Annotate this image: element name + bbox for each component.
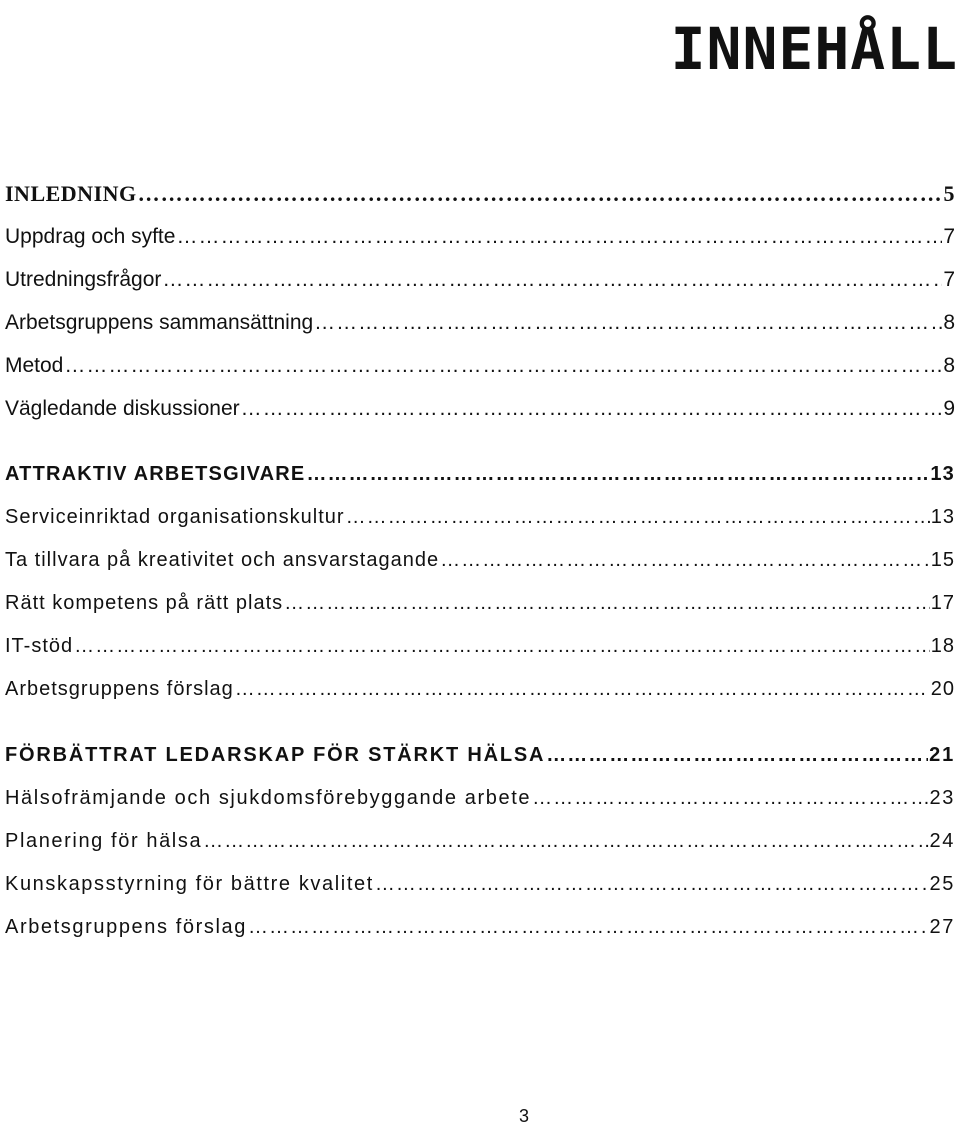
dot-leader: [138, 172, 943, 215]
toc-entry[interactable]: [5, 668, 955, 711]
toc-entry[interactable]: [5, 734, 955, 777]
toc-entry-page: 7: [943, 225, 955, 248]
toc-entry-page: 25: [929, 873, 955, 895]
table-of-contents: [5, 172, 955, 949]
toc-entry-page: 9: [943, 397, 955, 420]
toc-entry-page: 7: [943, 268, 955, 291]
toc-section-inledning: [5, 172, 955, 430]
dot-leader: [241, 387, 943, 430]
toc-entry-label: Planering för hälsa: [5, 830, 203, 852]
toc-entry[interactable]: [5, 820, 955, 863]
dot-leader: [162, 258, 942, 301]
toc-entry[interactable]: [5, 777, 955, 820]
dot-leader: [176, 215, 942, 258]
toc-entry-label: Hälsofrämjande och sjukdomsförebyggande arbete: [5, 787, 532, 809]
dot-leader: [284, 582, 930, 625]
dot-leader: [203, 820, 928, 863]
dot-leader: [74, 625, 930, 668]
dot-leader: [235, 668, 930, 711]
toc-section-forbattrat-ledarskap: [5, 734, 955, 949]
toc-entry-label: Utredningsfrågor: [5, 268, 162, 291]
toc-entry[interactable]: [5, 215, 955, 258]
toc-entry[interactable]: [5, 863, 955, 906]
toc-entry[interactable]: [5, 301, 955, 344]
toc-entry-page: 27: [929, 916, 955, 938]
toc-entry-label: Rätt kompetens på rätt plats: [5, 592, 284, 614]
dot-leader: [248, 906, 929, 949]
dot-leader: [314, 301, 942, 344]
dot-leader: [375, 863, 929, 906]
toc-entry-label: Uppdrag och syfte: [5, 225, 176, 248]
toc-entry-page: 18: [930, 635, 955, 657]
toc-entry-label: IT-stöd: [5, 635, 74, 657]
toc-entry[interactable]: [5, 172, 955, 215]
toc-entry[interactable]: [5, 344, 955, 387]
toc-entry-label: ATTRAKTIV ARBETSGIVARE: [5, 463, 306, 485]
toc-entry-page: 23: [929, 787, 955, 809]
toc-entry-label: Metod: [5, 354, 64, 377]
toc-entry-label: Arbetsgruppens förslag: [5, 678, 234, 700]
toc-entry[interactable]: [5, 906, 955, 949]
dot-leader: [64, 344, 942, 387]
toc-section-attraktiv-arbetsgivare: [5, 453, 955, 711]
toc-entry-page: 5: [943, 181, 955, 206]
dot-leader: [546, 734, 928, 777]
toc-entry-page: 17: [930, 592, 955, 614]
toc-entry-label: Ta tillvara på kreativitet och ansvarstagande: [5, 549, 440, 571]
page-title: INNEHÅLL: [670, 15, 958, 83]
toc-entry-label: Serviceinriktad organisationskultur: [5, 506, 345, 528]
toc-entry[interactable]: [5, 539, 955, 582]
dot-leader: [346, 496, 930, 539]
toc-entry[interactable]: [5, 258, 955, 301]
toc-entry[interactable]: [5, 625, 955, 668]
toc-entry-page: 20: [930, 678, 955, 700]
dot-leader: [532, 777, 928, 820]
toc-entry-page: 13: [930, 506, 955, 528]
toc-entry-label: Kunskapsstyrning för bättre kvalitet: [5, 873, 374, 895]
toc-entry-label: INLEDNING: [5, 181, 137, 206]
dot-leader: [440, 539, 930, 582]
toc-entry[interactable]: [5, 496, 955, 539]
page-number: 3: [518, 1106, 529, 1126]
toc-entry-page: 8: [943, 311, 955, 334]
toc-entry-label: FÖRBÄTTRAT LEDARSKAP FÖR STÄRKT HÄLSA: [5, 744, 546, 766]
toc-entry-label: Arbetsgruppens sammansättning: [5, 311, 314, 334]
toc-entry-page: 13: [930, 463, 955, 485]
toc-entry-page: 15: [930, 549, 955, 571]
toc-entry-page: 21: [929, 744, 955, 766]
toc-entry-label: Vägledande diskussioner: [5, 397, 240, 420]
toc-entry-page: 8: [943, 354, 955, 377]
toc-entry[interactable]: [5, 387, 955, 430]
toc-entry-page: 24: [929, 830, 955, 852]
dot-leader: [306, 453, 929, 496]
toc-entry-label: Arbetsgruppens förslag: [5, 916, 247, 938]
toc-entry[interactable]: [5, 582, 955, 625]
toc-entry[interactable]: [5, 453, 955, 496]
